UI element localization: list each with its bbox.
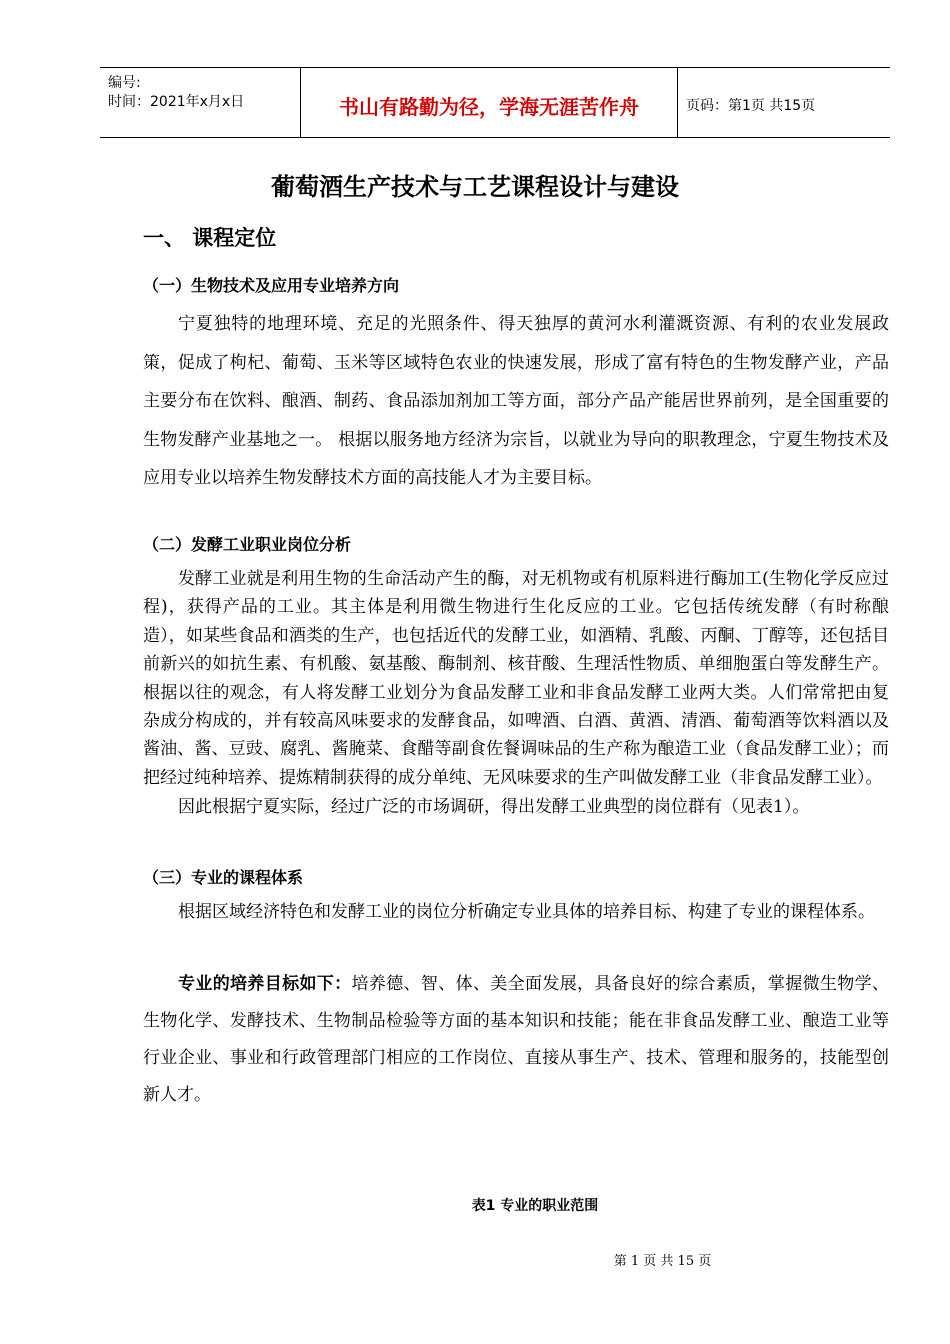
subsection-heading-1: （一）生物技术及应用专业培养方向 — [143, 276, 400, 295]
table-caption: 表1 专业的职业范围 — [471, 1198, 599, 1214]
subsection-heading-3: （三）专业的课程体系 — [143, 868, 304, 887]
subsection-heading-2: （二）发酵工业职业岗位分析 — [143, 535, 352, 554]
paragraph-fermentation-industry: 发酵工业就是利用生物的生命活动产生的酶，对无机物或有机原料进行酶加工(生物化学反应过程)，获得产品的工业。其主体是利用微生物进行生化反应的工业。它包括传统发酵（有时称酿造），如某些食品和酒类的生产，也包括近代的发酵工业，如酒精、乳酸、丙酮、丁醇等，还包括目前新兴的如抗生素、有机酸、氨基酸、酶制剂、核苷酸、生理活性物质、单细胞蛋白等发酵生产。根据以往的观念，有人将发酵工业划分为食品发酵工业和非食品发酵工业两大类。人们常常把由复杂成分构成的，并有较高风味要求的发酵食品，如啤酒、白酒、黄酒、清酒、葡萄酒等饮料酒以及酱油、酱、豆豉、腐乳、酱腌菜、食醋等副食佐餐调味品的生产称为酿造工业（食品发酵工业）；而把经过纯种培养、提炼精制获得的成分单纯、无风味要求的生产叫做发酵工业（非食品发酵工业）。 — [143, 569, 889, 788]
page-footer: 第 1 页 共 15 页 — [613, 1254, 712, 1269]
paragraph-job-groups: 因此根据宁夏实际，经过广泛的市场调研，得出发酵工业典型的岗位群有（见表1）。 — [178, 797, 810, 817]
time-label: 时间：2021年x月x日 — [108, 94, 245, 110]
header-page-cell — [678, 68, 890, 137]
goal-label: 专业的培养目标如下： — [178, 974, 352, 994]
page-number-label: 页码：第1页 共15页 — [686, 98, 816, 114]
goal-text: 培养德、智、体、美全面发展，具备良好的综合素质，掌握微生物学、生物化学、发酵技术、生物制品检验等方面的基本知识和技能；能在非食品发酵工业、酿造工业等行业企业、事业和行政管理部门相应的工作岗位、直接从事生产、技术、管理和服务的，技能型创新人才。 — [143, 974, 889, 1105]
document-title: 葡萄酒生产技术与工艺课程设计与建设 — [271, 173, 679, 201]
motto: 书山有路勤为径，学海无涯苦作舟 — [339, 95, 639, 119]
paragraph-training-direction: 宁夏独特的地理环境、充足的光照条件、得天独厚的黄河水利灌溉资源、有利的农业发展政策，促成了枸杞、葡萄、玉米等区域特色农业的快速发展，形成了富有特色的生物发酵产业，产品主要分布在饮料、酿酒、制药、食品添加剂加工等方面，部分产品产能居世界前列，是全国重要的生物发酵产业基地之一。 根据以服务地方经济为宗旨，以就业为导向的职教理念，宁夏生物技术及应用专业以培养生物发酵技术方面的高技能人才为主要目标。 — [143, 314, 889, 488]
page-header — [100, 67, 890, 138]
header-meta-cell — [100, 68, 301, 137]
paragraph-training-goal — [143, 966, 889, 1114]
number-label: 编号: — [108, 75, 141, 91]
section-heading-1: 一、 课程定位 — [143, 226, 277, 250]
paragraph-curriculum: 根据区域经济特色和发酵工业的岗位分析确定专业具体的培养目标、构建了专业的课程体系。 — [178, 902, 875, 922]
header-motto-cell — [301, 68, 678, 137]
